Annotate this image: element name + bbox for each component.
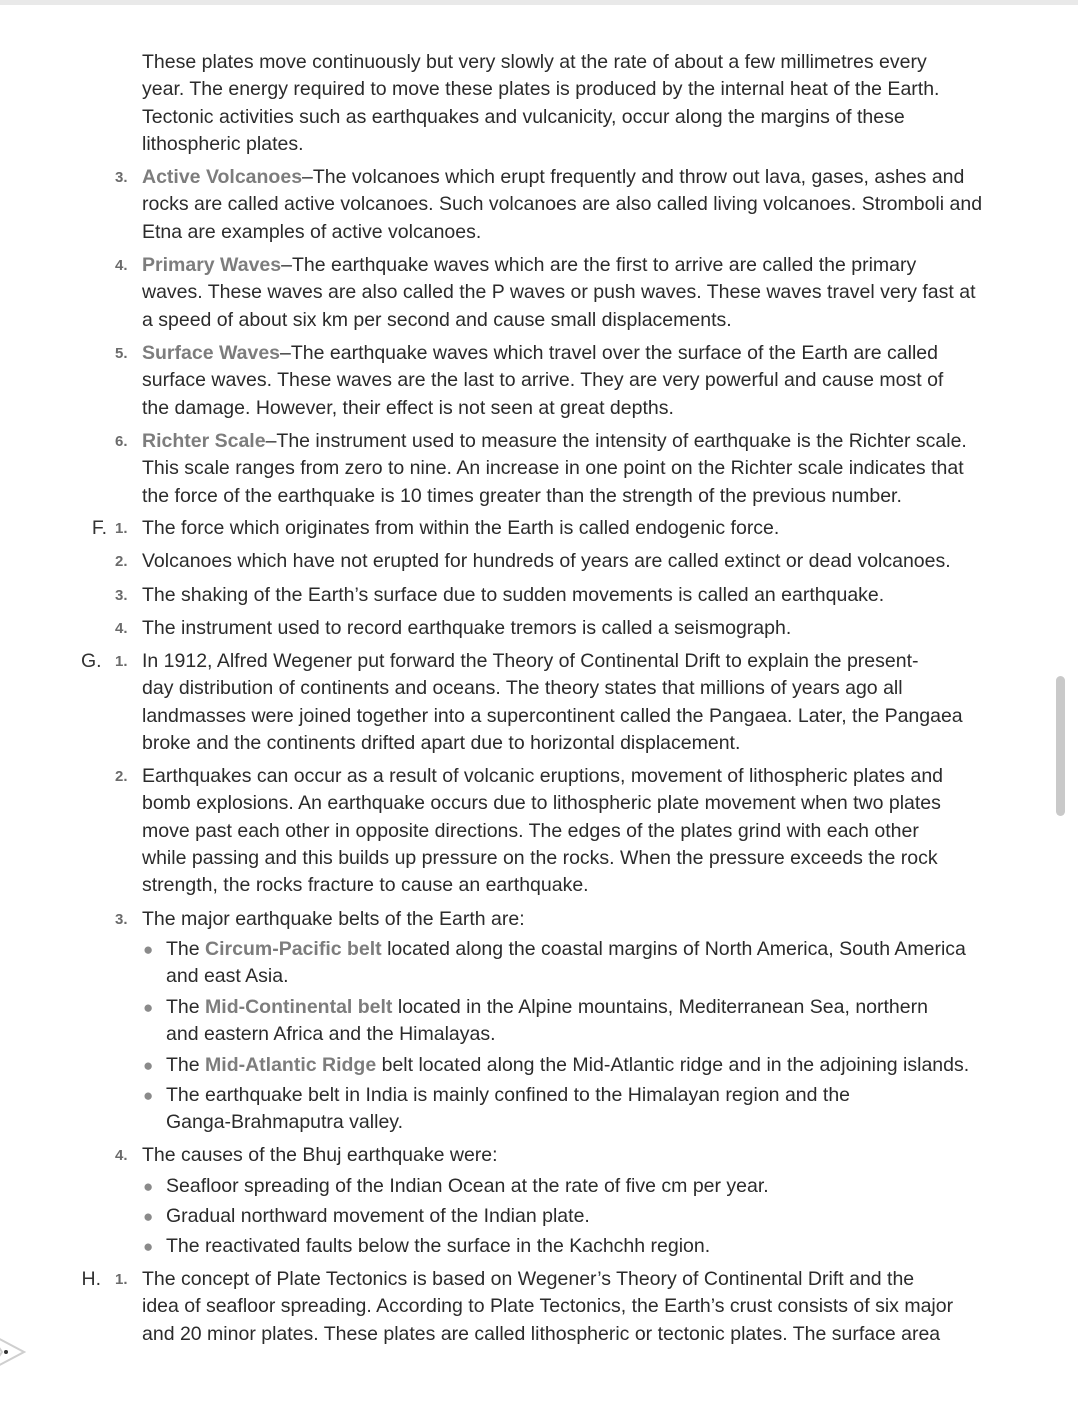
text-line: Ganga-Brahmaputra valley.: [166, 1111, 404, 1134]
text-line: and 20 minor plates. These plates are called lithospheric or tectonic plates. The surface area: [142, 1322, 941, 1345]
bullet-item: [143, 1052, 970, 1079]
text-line: Earthquakes can occur as a result of volcanic eruptions, movement of lithospheric plates and: [142, 765, 944, 787]
text-line: The force which originates from within the Earth is called endogenic force.: [142, 517, 780, 539]
item-number: 1.: [115, 1271, 128, 1288]
item-number: 3.: [115, 911, 128, 928]
list-item-f4: [115, 615, 792, 642]
text-line: In 1912, Alfred Wegener put forward the Theory of Continental Drift to explain the present-: [142, 650, 919, 672]
text-line: surface waves. These waves are the last to arrive. They are very powerful and cause most of: [142, 369, 944, 392]
list-item-h1: [81, 1266, 954, 1348]
list-item-g2: [115, 763, 944, 899]
scrollbar-thumb[interactable]: [1056, 676, 1065, 816]
bullet-item: [143, 1233, 711, 1260]
text-line: idea of seafloor spreading. According to Plate Tectonics, the Earth’s crust consists of six major: [142, 1295, 954, 1318]
highlight-term: Mid-Continental belt: [205, 996, 393, 1018]
bullet-item: [143, 1203, 590, 1230]
item-number: 1.: [115, 520, 128, 537]
bullet-icon: ●: [143, 998, 154, 1017]
text-line: strength, the rocks fracture to cause an earthquake.: [142, 874, 589, 897]
text-line: waves. These waves are also called the P waves or push waves. These waves travel very fast at: [142, 281, 976, 304]
text-line: broke and the continents drifted apart due to horizontal displacement.: [142, 731, 741, 754]
list-item-f2: [115, 548, 951, 575]
bullet-icon: ●: [143, 1237, 154, 1256]
text-segment: The: [166, 938, 206, 960]
highlight-term: Mid-Atlantic Ridge: [205, 1054, 377, 1076]
term-heading: Surface Waves: [142, 342, 281, 364]
text-segment: The: [166, 996, 206, 1018]
list-item-g3: [115, 906, 525, 933]
bullet-icon: ●: [143, 1207, 154, 1226]
text-segment: The: [166, 1054, 206, 1076]
text-line: while passing and this builds up pressure on the rocks. When the pressure exceeds the rock: [142, 846, 938, 869]
text-line: and eastern Africa and the Himalayas.: [166, 1023, 496, 1046]
list-item-f3: [115, 582, 885, 609]
highlight-term: Circum-Pacific belt: [205, 938, 382, 960]
text-line: Seafloor spreading of the Indian Ocean at the rate of five cm per year.: [166, 1175, 769, 1197]
bullet-item: [143, 994, 928, 1049]
bullet-icon: ●: [143, 1086, 154, 1105]
text-line: –The instrument used to measure the intensity of earthquake is the Richter scale.: [265, 430, 967, 452]
text-line: The earthquake belt in India is mainly confined to the Himalayan region and the: [166, 1084, 851, 1106]
text-line: lithospheric plates.: [142, 132, 304, 155]
previous-page-arrow-icon[interactable]: [0, 1322, 26, 1382]
section-label: F.: [91, 517, 107, 539]
text-line: These plates move continuously but very slowly at the rate of about a few millimetres every: [142, 51, 927, 73]
item-number: 3.: [115, 169, 128, 186]
bullet-icon: ●: [143, 940, 154, 959]
text-line: The causes of the Bhuj earthquake were:: [142, 1144, 498, 1166]
list-item-active-volcanoes: [115, 164, 983, 246]
text-line: –The volcanoes which erupt frequently and throw out lava, gases, ashes and: [302, 166, 965, 188]
text-line: day distribution of continents and oceans. The theory states that millions of years ago all: [142, 677, 903, 700]
list-item-richter-scale: [115, 428, 967, 510]
item-number: 2.: [115, 768, 128, 785]
text-line: year. The energy required to move these plates is produced by the internal heat of the Earth.: [142, 78, 940, 101]
text-line: the force of the earthquake is 10 times greater than the strength of the previous number.: [142, 484, 902, 507]
text-line: a speed of about six km per second and cause small displacements.: [142, 308, 732, 331]
section-label: G.: [81, 650, 102, 672]
text-line: landmasses were joined together into a supercontinent called the Pangaea. Later, the Pangaea: [142, 704, 963, 727]
text-line: and east Asia.: [166, 965, 289, 988]
text-line: –The earthquake waves which are the first to arrive are called the primary: [281, 254, 917, 276]
text-line: The major earthquake belts of the Earth are:: [142, 908, 525, 930]
item-number: 2.: [115, 553, 128, 570]
text-line: rocks are called active volcanoes. Such volcanoes are also called living volcanoes. Stromboli and: [142, 193, 983, 216]
text-line: The shaking of the Earth’s surface due to sudden movements is called an earthquake.: [142, 584, 885, 606]
list-item-g4: [115, 1142, 498, 1169]
term-heading: Primary Waves: [142, 254, 282, 276]
text-line: move past each other in opposite directions. The edges of the plates grind with each other: [142, 819, 919, 842]
text-segment: located in the Alpine mountains, Mediterranean Sea, northern: [392, 996, 928, 1018]
text-line: Tectonic activities such as earthquakes and vulcanicity, occur along the margins of these: [142, 105, 905, 128]
text-line: –The earthquake waves which travel over the surface of the Earth are called: [280, 342, 938, 364]
item-number: 4.: [115, 1147, 128, 1164]
bullet-item: [143, 936, 966, 991]
text-line: bomb explosions. An earthquake occurs due to lithospheric plate movement when two plates: [142, 792, 941, 815]
item-number: 5.: [115, 345, 128, 362]
bullet-item: [143, 1082, 851, 1137]
text-line: Gradual northward movement of the Indian plate.: [166, 1205, 590, 1227]
bullet-item: [143, 1173, 769, 1200]
item-number: 4.: [115, 620, 128, 637]
list-item-g1: [81, 648, 963, 757]
bullet-icon: ●: [143, 1177, 154, 1196]
intro-paragraph: [142, 49, 939, 158]
text-line: The reactivated faults below the surface in the Kachchh region.: [166, 1235, 711, 1257]
term-heading: Richter Scale: [142, 430, 266, 452]
item-number: 6.: [115, 433, 128, 450]
text-segment: belt located along the Mid-Atlantic ridge and in the adjoining islands.: [376, 1054, 970, 1076]
text-line: This scale ranges from zero to nine. An increase in one point on the Richter scale indicates that: [142, 457, 964, 480]
text-segment: located along the coastal margins of North America, South America: [381, 938, 966, 960]
text-line: The instrument used to record earthquake tremors is called a seismograph.: [142, 617, 792, 639]
item-number: 4.: [115, 257, 128, 274]
item-number: 3.: [115, 587, 128, 604]
list-item-surface-waves: [115, 340, 944, 422]
section-label: H.: [81, 1268, 101, 1290]
top-bar: [0, 0, 1078, 5]
text-line: Etna are examples of active volcanoes.: [142, 220, 482, 243]
list-item-f1: [91, 515, 780, 542]
term-heading: Active Volcanoes: [142, 166, 303, 188]
text-line: The concept of Plate Tectonics is based on Wegener’s Theory of Continental Drift and the: [142, 1268, 915, 1290]
text-line: Volcanoes which have not erupted for hundreds of years are called extinct or dead volcanoes.: [142, 550, 951, 572]
bullet-icon: ●: [143, 1056, 154, 1075]
list-item-primary-waves: [115, 252, 976, 334]
item-number: 1.: [115, 653, 128, 670]
text-line: the damage. However, their effect is not seen at great depths.: [142, 396, 674, 419]
